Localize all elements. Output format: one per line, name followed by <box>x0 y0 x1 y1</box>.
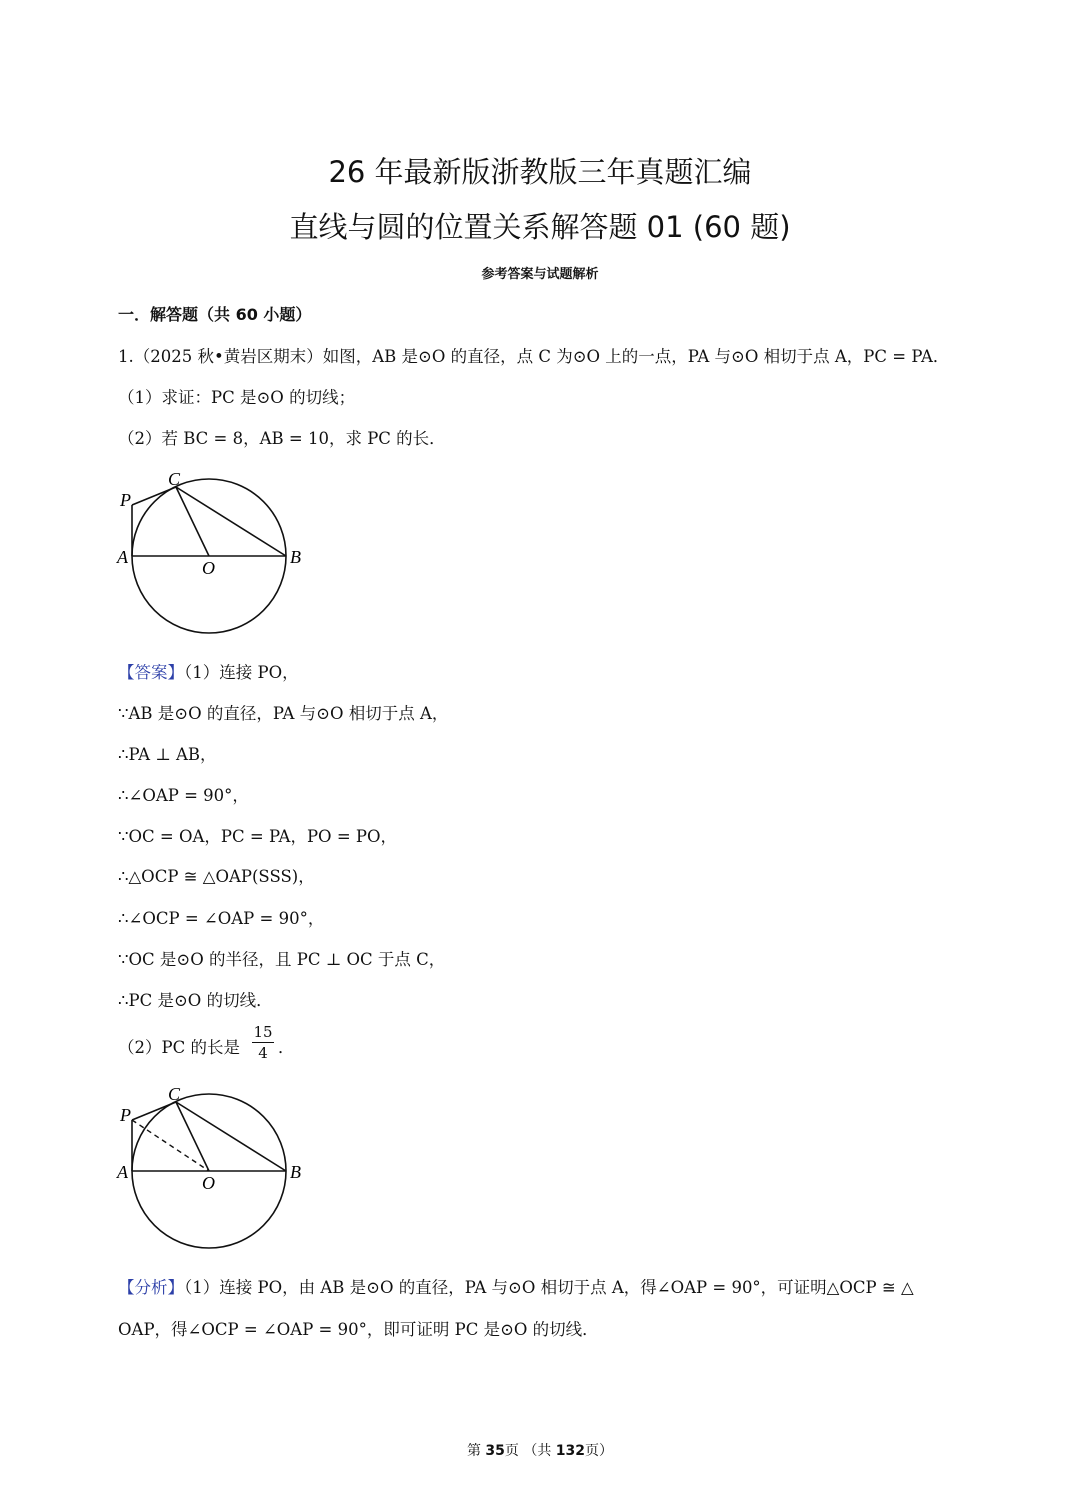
analysis-tag: 【分析】 <box>118 1278 184 1297</box>
answer-part2-prefix: （2）PC 的长是 <box>118 1038 240 1057</box>
answer-line: ∵OC 是⊙O 的半径，且 PC ⊥ OC 于点 C， <box>118 950 446 969</box>
answer-line: ∴∠OCP = ∠OAP = 90°， <box>118 909 325 928</box>
analysis-line1 <box>118 1274 914 1298</box>
section-heading: 一．解答题（共 60 小题） <box>118 305 312 324</box>
answer-tag: 【答案】 <box>118 663 184 682</box>
answer-line: ∵AB 是⊙O 的直径，PA 与⊙O 相切于点 A， <box>118 704 449 723</box>
total-page-count: 132 <box>555 1443 586 1459</box>
geometry-figure-answer <box>110 1080 320 1264</box>
answer-part2-suffix: ． <box>278 1038 295 1057</box>
label-p: P <box>120 490 131 510</box>
fraction-denominator: 4 <box>258 1044 268 1062</box>
document-title: 26 年最新版浙教版三年真题汇编 <box>328 155 752 189</box>
answer-step-connect: （1）连接 PO， <box>184 663 299 682</box>
label-c: C <box>168 469 181 489</box>
page-footer <box>0 1440 1080 1460</box>
question-part1: （1）求证：PC 是⊙O 的切线； <box>118 388 356 407</box>
answer-first-line <box>118 659 299 683</box>
fraction-15-over-4 <box>252 1022 274 1063</box>
label-b: B <box>290 1162 301 1182</box>
answer-line: ∴PC 是⊙O 的切线． <box>118 991 273 1010</box>
analysis-line2: OAP，得∠OCP = ∠OAP = 90°，即可证明 PC 是⊙O 的切线． <box>118 1320 599 1339</box>
label-o: O <box>202 1173 215 1193</box>
label-a: A <box>117 1162 128 1182</box>
label-p: P <box>120 1105 131 1125</box>
label-o: O <box>202 558 215 578</box>
question-part2: （2）若 BC = 8，AB = 10，求 PC 的长． <box>118 429 446 448</box>
current-page-number: 35 <box>485 1443 505 1459</box>
label-b: B <box>290 547 301 567</box>
document-subtitle-topic: 直线与圆的位置关系解答题 01 (60 题) <box>289 210 791 244</box>
answer-line: ∴△OCP ≅ △OAP(SSS)， <box>118 867 315 886</box>
geometry-figure-question <box>110 465 320 649</box>
answer-line: ∴PA ⊥ AB， <box>118 745 217 764</box>
fraction-numerator: 15 <box>253 1023 273 1041</box>
answer-key-heading: 参考答案与试题解析 <box>481 267 599 282</box>
footer-prefix: 第 <box>466 1443 486 1459</box>
answer-line: ∴∠OAP = 90°， <box>118 786 249 805</box>
answer-line: ∵OC = OA，PC = PA，PO = PO， <box>118 827 398 846</box>
analysis-text: （1）连接 PO，由 AB 是⊙O 的直径，PA 与⊙O 相切于点 A，得∠OAP = 90°，可证明△OCP ≅ △ <box>184 1278 914 1297</box>
footer-middle: 页 （共 <box>504 1443 556 1459</box>
footer-suffix: 页） <box>585 1443 614 1459</box>
label-c: C <box>168 1084 181 1104</box>
label-a: A <box>117 547 128 567</box>
question-stem: 1.（2025 秋•黄岩区期末）如图，AB 是⊙O 的直径，点 C 为⊙O 上的一点，PA 与⊙O 相切于点 A，PC = PA． <box>118 347 950 366</box>
